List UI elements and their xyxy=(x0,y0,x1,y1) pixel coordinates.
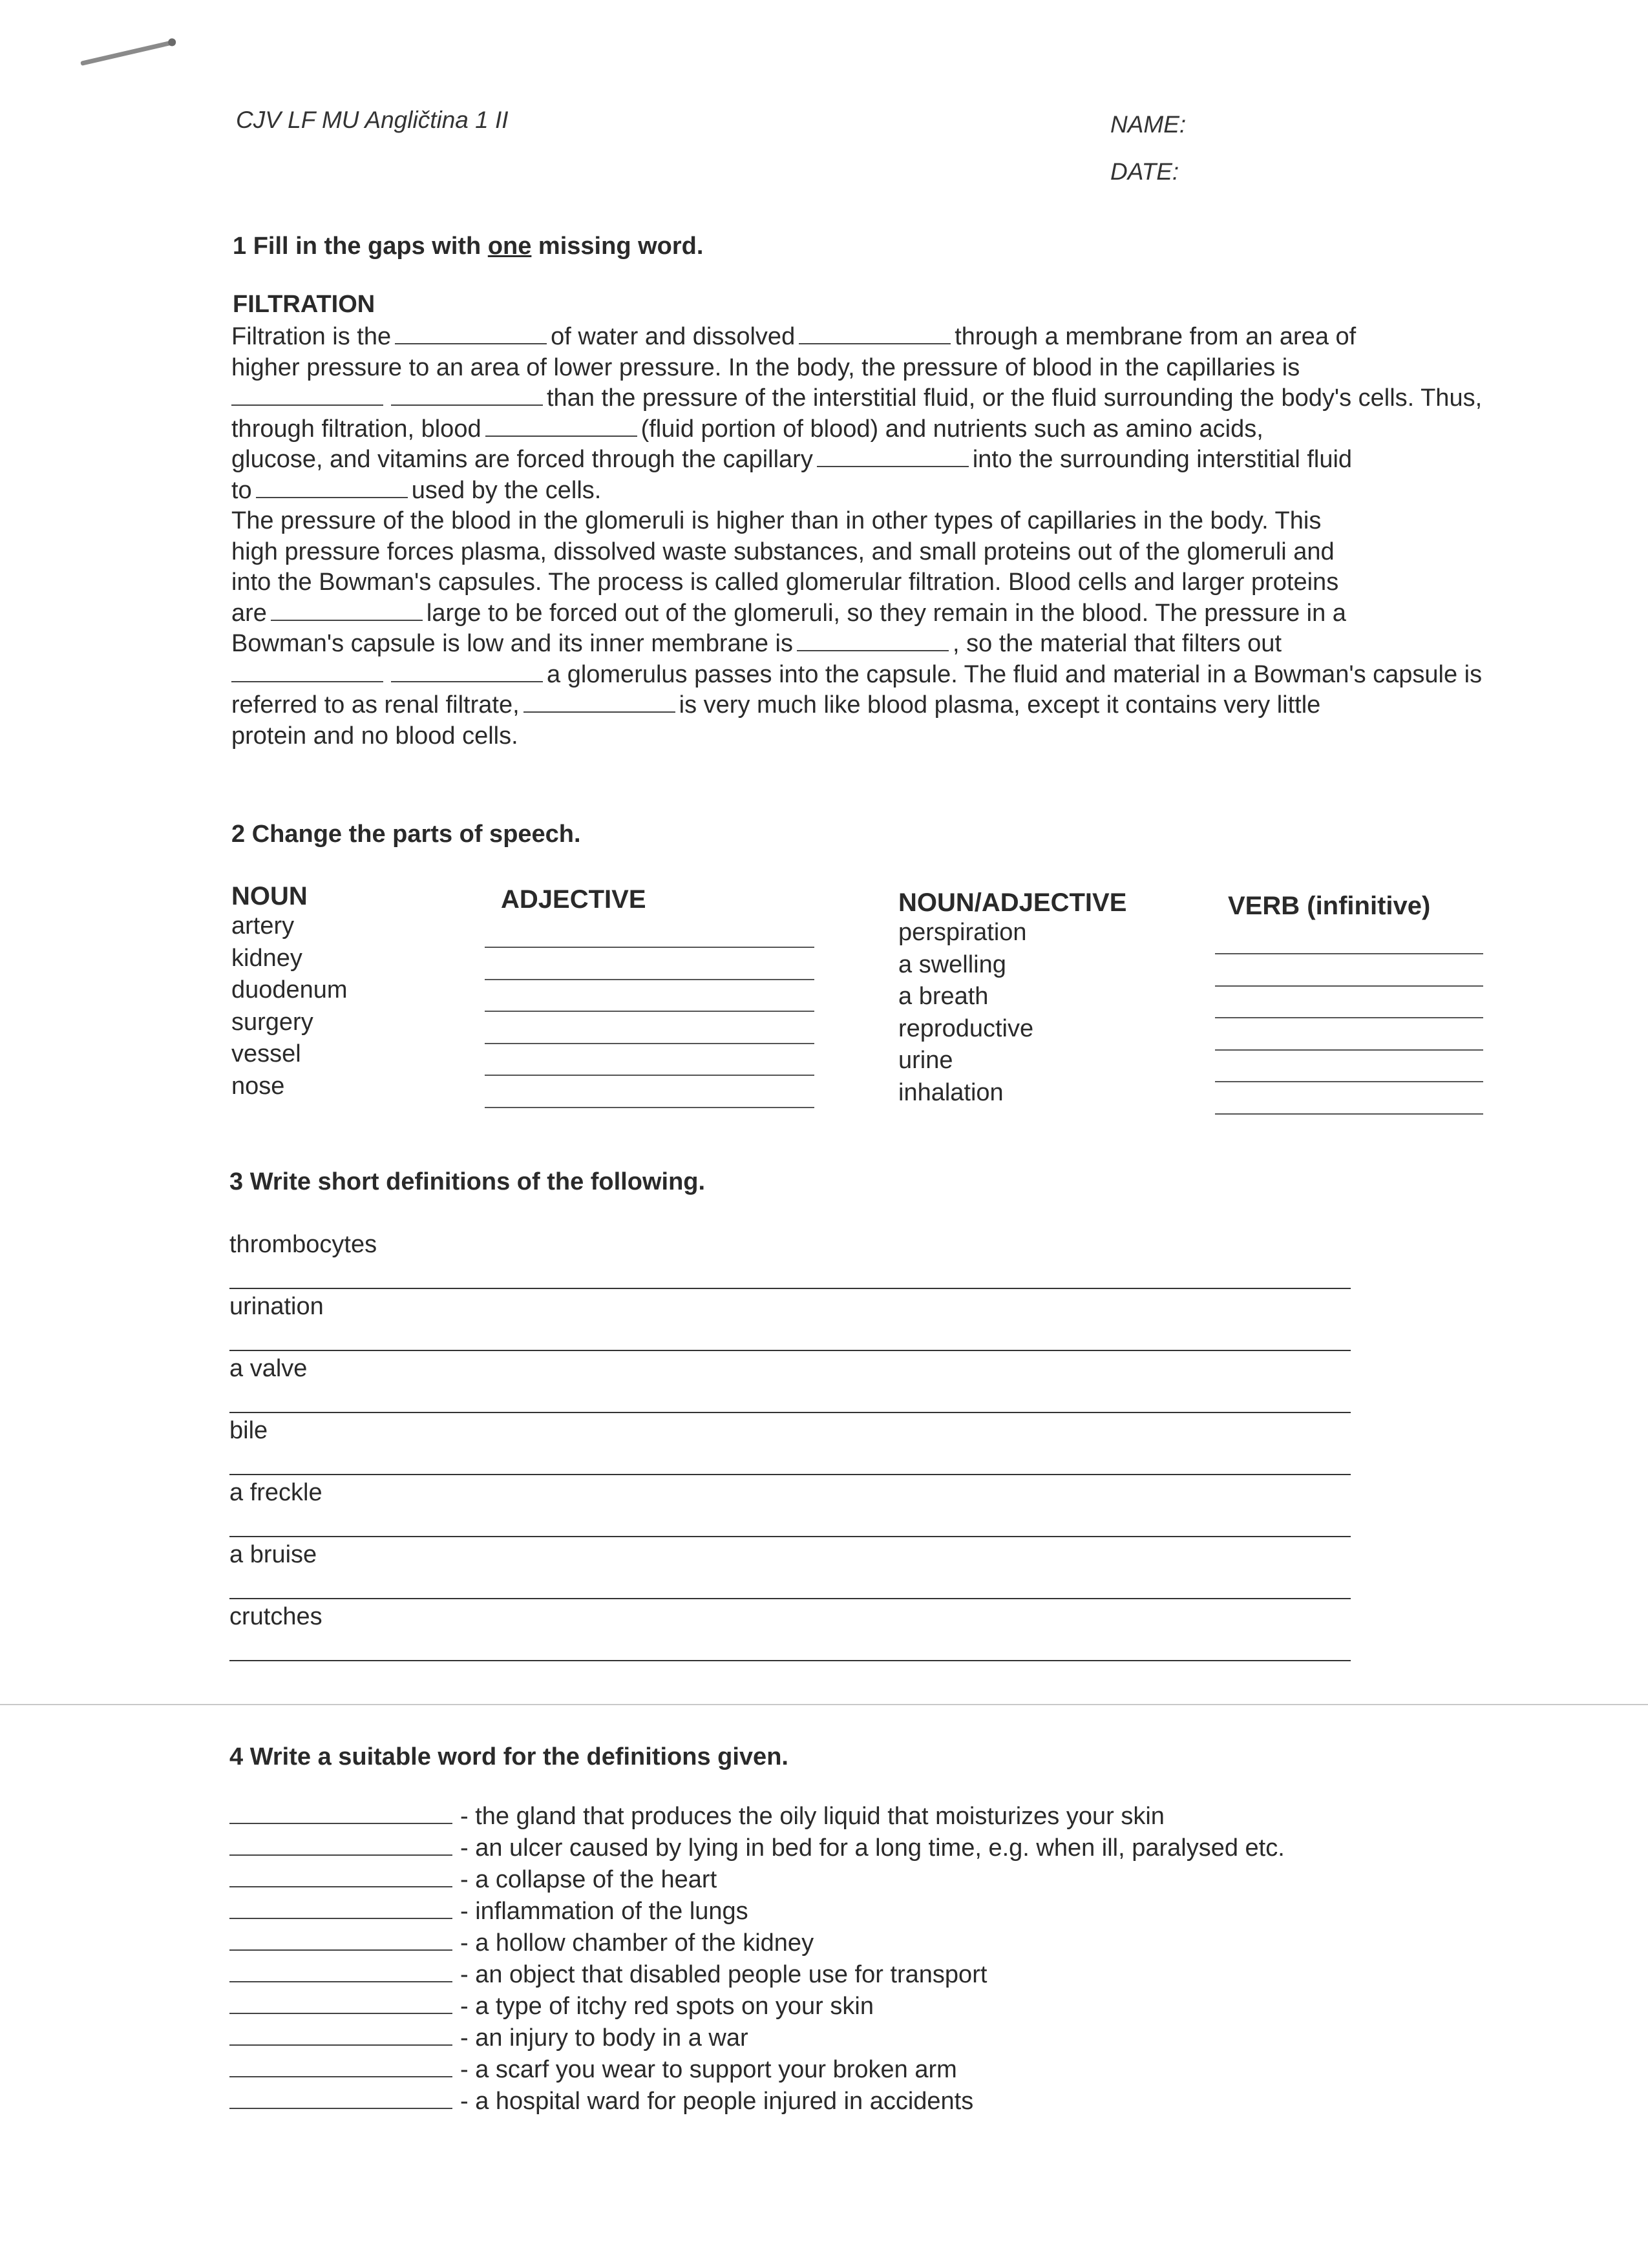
noun-adjective-word: reproductive xyxy=(898,1014,1034,1042)
adjective-answer-line[interactable] xyxy=(485,947,814,948)
passage-text: is very much like blood plasma, except it contains very little xyxy=(679,691,1321,719)
gap-blank[interactable] xyxy=(231,385,383,406)
definition-answer-line[interactable] xyxy=(229,1536,1351,1537)
word-answer-blank[interactable] xyxy=(229,2025,452,2046)
date-label: DATE: xyxy=(1110,158,1179,185)
definition-answer-line[interactable] xyxy=(229,1598,1351,1599)
definition-row xyxy=(229,1961,987,1989)
word-answer-blank[interactable] xyxy=(229,1930,452,1951)
section3-title: 3 Write short definitions of the following. xyxy=(229,1168,706,1195)
passage-text: high pressure forces plasma, dissolved waste substances, and small proteins out of the glomeruli and xyxy=(231,538,1335,565)
definition-term: crutches xyxy=(229,1603,322,1630)
passage-text: are xyxy=(231,599,267,627)
adjective-answer-line[interactable] xyxy=(485,1043,814,1044)
definition-row xyxy=(229,1866,717,1894)
gap-blank[interactable] xyxy=(817,446,969,467)
definition-text: - a type of itchy red spots on your skin xyxy=(460,1993,874,2020)
passage-text: Filtration is the xyxy=(231,323,392,350)
definition-text: - inflammation of the lungs xyxy=(460,1898,748,1925)
section2-title: 2 Change the parts of speech. xyxy=(231,821,581,848)
definition-text: - an ulcer caused by lying in bed for a long time, e.g. when ill, paralysed etc. xyxy=(460,1834,1285,1862)
noun-adjective-word: perspiration xyxy=(898,919,1027,946)
verb-answer-line[interactable] xyxy=(1215,1113,1483,1115)
passage-line xyxy=(231,414,1472,445)
passage-line xyxy=(231,567,1472,598)
section1-title xyxy=(233,233,703,260)
passage-text: protein and no blood cells. xyxy=(231,722,518,750)
definition-text: - the gland that produces the oily liquid that moisturizes your skin xyxy=(460,1803,1165,1830)
passage-line xyxy=(231,598,1472,629)
name-label: NAME: xyxy=(1110,111,1187,138)
passage-text: of water and dissolved xyxy=(551,323,796,350)
passage-text: into the Bowman's capsules. The process is called glomerular filtration. Blood cells and larger proteins xyxy=(231,569,1339,596)
definition-row xyxy=(229,2088,973,2116)
passage-text: referred to as renal filtrate, xyxy=(231,691,520,719)
verb-answer-line[interactable] xyxy=(1215,985,1483,987)
definition-text: - a scarf you wear to support your broken arm xyxy=(460,2056,957,2083)
verb-answer-line[interactable] xyxy=(1215,953,1483,954)
definition-term: a bruise xyxy=(229,1541,317,1568)
word-answer-blank[interactable] xyxy=(229,1898,452,1919)
verb-answer-line[interactable] xyxy=(1215,1081,1483,1082)
passage-line xyxy=(231,629,1472,660)
passage-text: than the pressure of the interstitial fluid, or the fluid surrounding the body's cells. Thus, xyxy=(547,384,1483,412)
course-header: CJV LF MU Angličtina 1 II xyxy=(236,107,509,133)
gap-blank[interactable] xyxy=(523,692,675,713)
passage-line xyxy=(231,721,1472,752)
filtration-heading: FILTRATION xyxy=(233,291,375,318)
word-answer-blank[interactable] xyxy=(229,2057,452,2077)
passage-text: large to be forced out of the glomeruli, so they remain in the blood. The pressure in a xyxy=(426,599,1346,627)
definition-row xyxy=(229,1993,874,2021)
passage-text: used by the cells. xyxy=(411,476,602,504)
page-divider xyxy=(0,1704,1648,1705)
definition-answer-line[interactable] xyxy=(229,1412,1351,1413)
noun-word: surgery xyxy=(231,1008,313,1036)
section4-title: 4 Write a suitable word for the definitions given. xyxy=(229,1743,788,1770)
passage-text: The pressure of the blood in the glomeruli is higher than in other types of capillaries in the body. This xyxy=(231,507,1322,534)
definition-term: urination xyxy=(229,1293,324,1320)
definition-text: - a collapse of the heart xyxy=(460,1866,717,1893)
col-header-noun: NOUN xyxy=(231,882,308,910)
passage-line xyxy=(231,353,1472,384)
definition-answer-line[interactable] xyxy=(229,1350,1351,1351)
gap-blank[interactable] xyxy=(231,662,383,682)
noun-word: kidney xyxy=(231,944,302,972)
definition-term: a freckle xyxy=(229,1479,322,1506)
definition-text: - an object that disabled people use for transport xyxy=(460,1961,988,1988)
section1-title-pre: 1 Fill in the gaps with xyxy=(233,233,488,260)
definition-term: a valve xyxy=(229,1355,308,1382)
adjective-answer-line[interactable] xyxy=(485,979,814,980)
definition-answer-line[interactable] xyxy=(229,1474,1351,1475)
word-answer-blank[interactable] xyxy=(229,1993,452,2014)
passage-text: through filtration, blood xyxy=(231,415,481,443)
adjective-answer-line[interactable] xyxy=(485,1075,814,1076)
gap-blank[interactable] xyxy=(391,385,543,406)
passage-line xyxy=(231,383,1483,414)
noun-word: duodenum xyxy=(231,976,348,1003)
noun-adjective-word: a breath xyxy=(898,983,989,1010)
definition-text: - a hospital ward for people injured in accidents xyxy=(460,2088,974,2115)
gap-blank[interactable] xyxy=(256,478,408,498)
gap-blank[interactable] xyxy=(391,662,543,682)
passage-line xyxy=(231,660,1483,691)
passage-text: higher pressure to an area of lower pressure. In the body, the pressure of blood in the capillaries is xyxy=(231,353,1300,381)
gap-blank[interactable] xyxy=(797,631,949,651)
verb-answer-line[interactable] xyxy=(1215,1017,1483,1018)
passage-text: , so the material that filters out xyxy=(952,630,1282,657)
definition-row xyxy=(229,2024,748,2052)
definition-row xyxy=(229,1803,1165,1831)
adjective-answer-line[interactable] xyxy=(485,1011,814,1012)
definition-text: - a hollow chamber of the kidney xyxy=(460,1929,814,1957)
gap-blank[interactable] xyxy=(395,324,547,344)
passage-line xyxy=(231,476,1472,507)
passage-line xyxy=(231,690,1472,721)
passage-line xyxy=(231,537,1472,568)
definition-row xyxy=(229,1929,814,1957)
noun-word: nose xyxy=(231,1072,285,1100)
definition-term: thrombocytes xyxy=(229,1231,377,1258)
pencil-mark xyxy=(80,40,173,65)
col-header-adjective: ADJECTIVE xyxy=(501,885,646,914)
gap-blank[interactable] xyxy=(485,416,637,437)
definition-answer-line[interactable] xyxy=(229,1660,1351,1661)
noun-adjective-word: inhalation xyxy=(898,1078,1004,1106)
definition-text: - an injury to body in a war xyxy=(460,2024,748,2052)
passage-text: (fluid portion of blood) and nutrients such as amino acids, xyxy=(640,415,1263,443)
noun-adjective-word: a swelling xyxy=(898,950,1006,978)
noun-word: artery xyxy=(231,912,295,940)
definition-term: bile xyxy=(229,1417,268,1444)
filtration-passage xyxy=(231,322,1483,751)
passage-text: into the surrounding interstitial fluid xyxy=(972,446,1353,473)
word-answer-blank[interactable] xyxy=(229,1803,452,1824)
passage-text: through a membrane from an area of xyxy=(955,323,1357,350)
definition-row xyxy=(229,1898,748,1926)
passage-text: a glomerulus passes into the capsule. The fluid and material in a Bowman's capsule is xyxy=(547,660,1483,688)
definition-row xyxy=(229,1834,1285,1862)
word-answer-blank[interactable] xyxy=(229,1867,452,1887)
gap-blank[interactable] xyxy=(271,600,423,621)
passage-line xyxy=(231,322,1472,353)
adjective-answer-line[interactable] xyxy=(485,1107,814,1108)
word-answer-blank[interactable] xyxy=(229,2088,452,2109)
noun-word: vessel xyxy=(231,1040,301,1067)
noun-adjective-word: urine xyxy=(898,1047,953,1074)
section1-title-underlined: one xyxy=(487,233,532,260)
col-header-noun-adjective: NOUN/ADJECTIVE xyxy=(898,888,1127,917)
passage-line xyxy=(231,445,1472,476)
definition-answer-line[interactable] xyxy=(229,1288,1351,1289)
word-answer-blank[interactable] xyxy=(229,1962,452,1982)
passage-text: to xyxy=(231,476,252,504)
col-header-verb: VERB (infinitive) xyxy=(1228,892,1431,920)
word-answer-blank[interactable] xyxy=(229,1835,452,1856)
passage-line xyxy=(231,506,1472,537)
passage-text: Bowman's capsule is low and its inner membrane is xyxy=(231,630,793,657)
verb-answer-line[interactable] xyxy=(1215,1049,1483,1051)
gap-blank[interactable] xyxy=(799,324,951,344)
passage-text: glucose, and vitamins are forced through the capillary xyxy=(231,446,813,473)
definition-row xyxy=(229,2056,957,2084)
section1-title-post: missing word. xyxy=(531,233,704,260)
